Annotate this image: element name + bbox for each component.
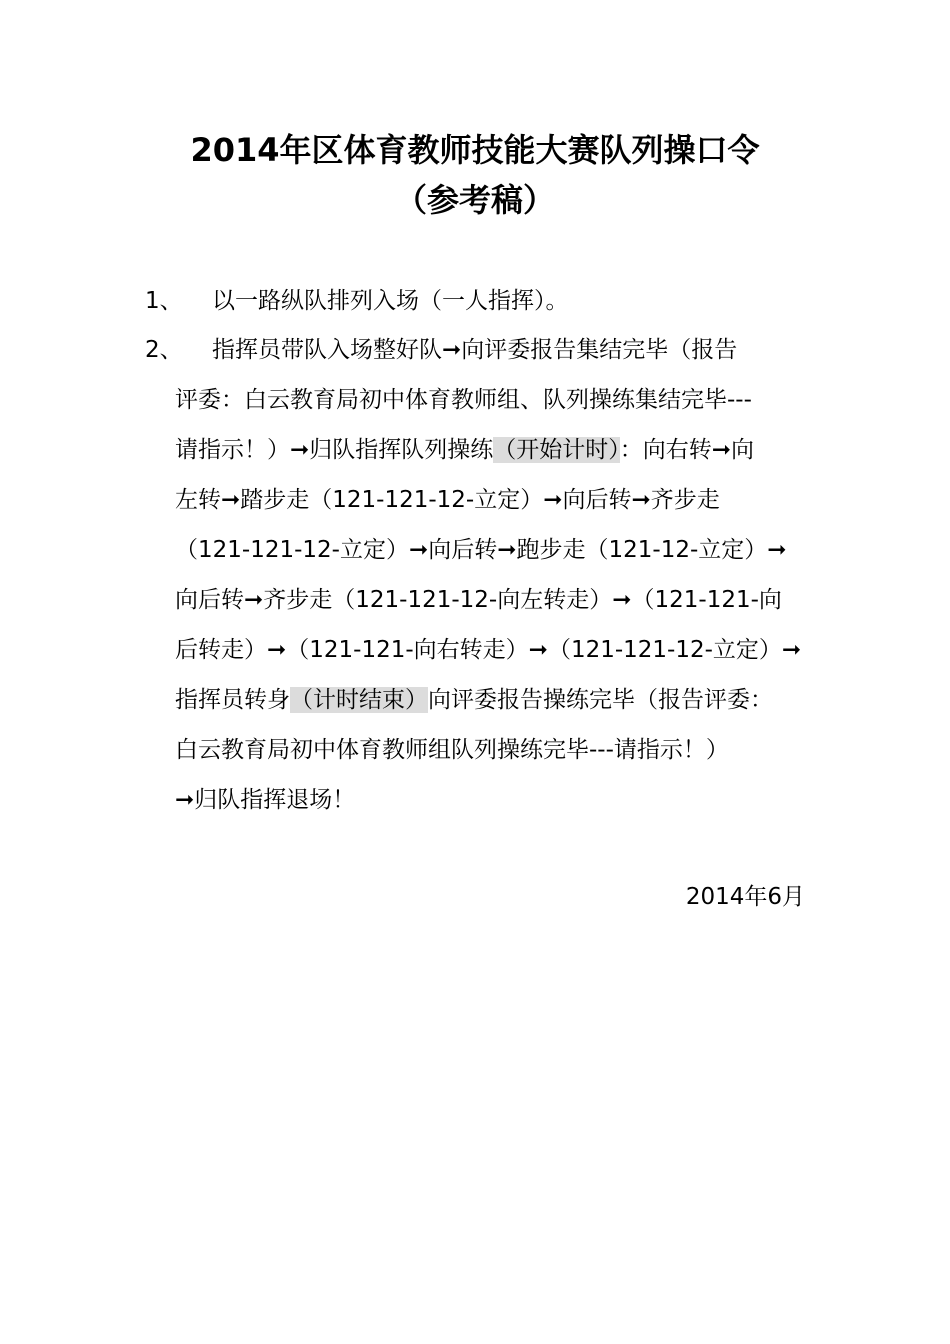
- text-line: 左转➞踏步走（121-121-12-立定）➞向后转➞齐步走: [175, 487, 720, 513]
- text-segment: 指挥员转身: [175, 687, 290, 713]
- text-line: [175, 425, 815, 475]
- text-segment: 向评委报告操练完毕（报告评委：: [428, 687, 773, 713]
- text-line: （121-121-12-立定）➞向后转➞跑步走（121-12-立定）➞: [175, 537, 787, 563]
- text-segment: ：向右转➞向: [619, 437, 755, 463]
- text-line: 指挥员带队入场整好队➞向评委报告集结完毕（报告: [212, 337, 738, 363]
- list-item-text: 以一路纵队排列入场（一人指挥）。: [212, 288, 569, 314]
- highlight-end-timing: （计时结束）: [290, 687, 428, 713]
- document-subtitle: （参考稿）: [394, 181, 555, 219]
- list-item-body: [175, 325, 815, 825]
- text-line: 向后转➞齐步走（121-121-12-向左转走）➞（121-121-向: [175, 587, 782, 613]
- text-line: 后转走）➞（121-121-向右转走）➞（121-121-12-立定）➞: [175, 637, 802, 663]
- text-line: 评委：白云教育局初中体育教师组、队列操练集结完毕---: [175, 387, 752, 413]
- list-item-number: 2、: [145, 337, 183, 363]
- highlight-start-timing: （开始计时）: [493, 437, 620, 463]
- text-line: 白云教育局初中体育教师组队列操练完毕---请指示！）: [175, 737, 729, 763]
- document-title: 2014年区体育教师技能大赛队列操口令: [190, 131, 760, 169]
- document-date: 2014年6月: [685, 884, 805, 910]
- text-line: ➞归队指挥退场！: [175, 787, 356, 813]
- list-item-number: 1、: [145, 288, 183, 314]
- text-segment: 请指示！）➞归队指挥队列操练: [175, 437, 494, 463]
- text-line: [175, 675, 815, 725]
